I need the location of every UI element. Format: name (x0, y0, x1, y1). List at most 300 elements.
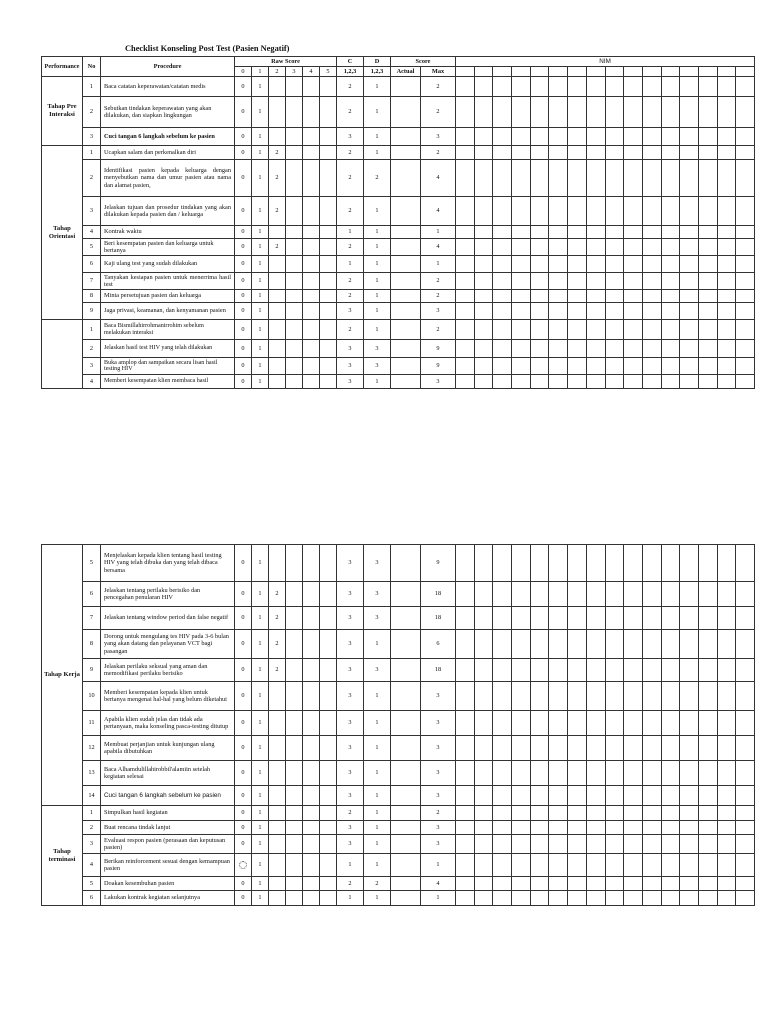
nim-cell (642, 607, 661, 630)
nim-cell (698, 320, 717, 340)
c-value: 3 (337, 375, 364, 389)
actual-score (391, 761, 421, 786)
nim-cell (530, 630, 549, 659)
actual-score (391, 303, 421, 320)
nim-cell (549, 545, 568, 582)
nim-cell (698, 682, 717, 711)
nim-cell (512, 877, 531, 891)
row-number: 13 (83, 761, 101, 786)
row-number: 3 (83, 358, 101, 375)
raw-score-3 (286, 761, 303, 786)
nim-cell (624, 736, 643, 761)
d-value: 1 (364, 77, 391, 97)
nim-cell (456, 239, 475, 256)
nim-cell (661, 375, 680, 389)
nim-cell (624, 821, 643, 835)
nim-cell (661, 806, 680, 821)
nim-cell (605, 682, 624, 711)
nim-cell (624, 273, 643, 290)
nim-cell (530, 303, 549, 320)
nim-cell (736, 786, 755, 806)
raw-score-5 (320, 659, 337, 682)
nim-cell (493, 273, 512, 290)
raw-score-5 (320, 197, 337, 226)
max-score: 18 (421, 582, 456, 607)
raw-score-2 (269, 736, 286, 761)
nim-cell (456, 854, 475, 877)
nim-cell (661, 160, 680, 197)
max-score: 1 (421, 891, 456, 906)
c-value: 2 (337, 239, 364, 256)
nim-cell (586, 375, 605, 389)
nim-cell (493, 97, 512, 128)
nim-cell (512, 197, 531, 226)
nim-cell (736, 197, 755, 226)
nim-cell (474, 682, 493, 711)
procedure-text: Jelaskan tujuan dan prosedur tindakan yang akan dilakukan kepada pasien dan / keluarga (101, 197, 235, 226)
nim-cell (512, 736, 531, 761)
nim-cell (736, 226, 755, 239)
row-number: 4 (83, 854, 101, 877)
nim-cell (605, 582, 624, 607)
nim-cell (549, 303, 568, 320)
max-score: 2 (421, 320, 456, 340)
max-score: 3 (421, 303, 456, 320)
c-value: 3 (337, 303, 364, 320)
procedure-text: Kontrak waktu (101, 226, 235, 239)
raw-score-3 (286, 128, 303, 146)
nim-cell (493, 256, 512, 273)
nim-cell (456, 197, 475, 226)
nim-cell (642, 877, 661, 891)
d-value: 1 (364, 197, 391, 226)
raw-score-0: 0 (235, 736, 252, 761)
raw-score-1: 1 (252, 877, 269, 891)
nim-cell (568, 607, 587, 630)
nim-cell (493, 854, 512, 877)
nim-cell (661, 891, 680, 906)
c-value: 1 (337, 256, 364, 273)
actual-score (391, 877, 421, 891)
raw-score-0: 0 (235, 290, 252, 303)
actual-score (391, 128, 421, 146)
nim-cell (530, 682, 549, 711)
raw-score-4 (303, 358, 320, 375)
nim-cell (474, 630, 493, 659)
nim-cell (474, 835, 493, 854)
phase-cell (42, 320, 83, 389)
max-score: 6 (421, 630, 456, 659)
max-score: 2 (421, 273, 456, 290)
raw-score-0: 0 (235, 128, 252, 146)
c-value: 1 (337, 226, 364, 239)
raw-score-1: 1 (252, 273, 269, 290)
nim-cell (493, 711, 512, 736)
nim-cell (698, 806, 717, 821)
raw-score-3 (286, 806, 303, 821)
raw-score-5 (320, 273, 337, 290)
nim-cell (642, 340, 661, 358)
nim-cell (456, 877, 475, 891)
nim-cell (456, 128, 475, 146)
nim-cell (493, 736, 512, 761)
nim-cell (512, 146, 531, 160)
table-row (42, 197, 755, 226)
nim-cell (474, 128, 493, 146)
nim-cell (512, 711, 531, 736)
d-value: 2 (364, 877, 391, 891)
raw-score-3 (286, 711, 303, 736)
nim-cell (493, 582, 512, 607)
nim-cell (624, 607, 643, 630)
nim-cell (698, 340, 717, 358)
nim-cell (512, 659, 531, 682)
no-header: No (83, 57, 101, 77)
nim-cell (549, 659, 568, 682)
procedure-text: Cuci tangan 6 langkah sebelum ke pasien (101, 128, 235, 146)
max-score: 3 (421, 821, 456, 835)
procedure-text: Buka amplop dan sampaikan secara lisan hasil testing HIV (101, 358, 235, 375)
nim-cell (698, 97, 717, 128)
procedure-text: Apabila klien sudah jelas dan tidak ada pertanyaan, maka konseling pasca-testing ditutup (101, 711, 235, 736)
max-score: 3 (421, 128, 456, 146)
nim-cell (717, 821, 736, 835)
nim-cell (568, 545, 587, 582)
actual-score (391, 340, 421, 358)
procedure-text: Baca Bismillahirrohmanirrohim sebelum melakukan interaksi (101, 320, 235, 340)
actual-score (391, 358, 421, 375)
nim-cell (605, 256, 624, 273)
raw-score-3 (286, 607, 303, 630)
actual-score (391, 545, 421, 582)
nim-cell (568, 711, 587, 736)
nim-cell (530, 128, 549, 146)
raw-score-3 (286, 239, 303, 256)
nim-cell (493, 77, 512, 97)
raw-score-5 (320, 607, 337, 630)
nim-cell (624, 290, 643, 303)
nim-cell (549, 273, 568, 290)
max-score: 3 (421, 682, 456, 711)
d-value: 1 (364, 256, 391, 273)
nim-cell (698, 630, 717, 659)
table-row (42, 682, 755, 711)
table-row (42, 77, 755, 97)
nim-cell (624, 160, 643, 197)
nim-cell (736, 659, 755, 682)
nim-cell (661, 711, 680, 736)
nim-cell (549, 77, 568, 97)
nim-cell (549, 821, 568, 835)
d-value: 2 (364, 160, 391, 197)
nim-cell (736, 711, 755, 736)
nim-cell (736, 835, 755, 854)
d-value: 1 (364, 303, 391, 320)
nim-cell (605, 711, 624, 736)
c-value: 2 (337, 146, 364, 160)
c-value: 2 (337, 320, 364, 340)
nim-cell (624, 786, 643, 806)
actual-score (391, 659, 421, 682)
table-row (42, 128, 755, 146)
nim-cell (605, 77, 624, 97)
actual-score (391, 711, 421, 736)
raw-score-5 (320, 877, 337, 891)
nim-cell (717, 835, 736, 854)
procedure-text: Baca catatan keperawatan/catatan medis (101, 77, 235, 97)
nim-cell (624, 303, 643, 320)
nim-cell (530, 582, 549, 607)
nim-cell (474, 273, 493, 290)
table-row (42, 160, 755, 197)
nim-cell (717, 806, 736, 821)
nim-cell (736, 736, 755, 761)
nim-cell (736, 582, 755, 607)
nim-cell (493, 786, 512, 806)
nim-cell (512, 160, 531, 197)
nim-cell (717, 77, 736, 97)
table-row (42, 239, 755, 256)
d-value: 1 (364, 146, 391, 160)
raw-score-1: 1 (252, 891, 269, 906)
actual-header: Actual (391, 67, 421, 77)
raw-score-0: 0 (235, 786, 252, 806)
procedure-text: Doakan kesembuhan pasien (101, 877, 235, 891)
d-value: 3 (364, 545, 391, 582)
nim-cell (512, 67, 531, 77)
nim-cell (474, 67, 493, 77)
nim-cell (530, 659, 549, 682)
phase-cell: Tahap Pre Interaksi (42, 77, 83, 146)
nim-cell (698, 877, 717, 891)
d-value: 1 (364, 239, 391, 256)
raw-score-5 (320, 821, 337, 835)
raw-score-col-2: 2 (269, 67, 286, 77)
nim-cell (530, 736, 549, 761)
nim-cell (549, 358, 568, 375)
nim-cell (624, 226, 643, 239)
max-score: 18 (421, 607, 456, 630)
max-score: 3 (421, 711, 456, 736)
page-title: Checklist Konseling Post Test (Pasien Negatif) (125, 44, 290, 53)
nim-cell (493, 806, 512, 821)
nim-cell (642, 375, 661, 389)
nim-cell (717, 607, 736, 630)
nim-cell (530, 877, 549, 891)
nim-cell (698, 303, 717, 320)
nim-cell (661, 358, 680, 375)
nim-cell (698, 761, 717, 786)
raw-score-3 (286, 226, 303, 239)
nim-cell (680, 256, 699, 273)
raw-score-3 (286, 786, 303, 806)
nim-cell (736, 97, 755, 128)
row-number: 2 (83, 160, 101, 197)
nim-cell (512, 582, 531, 607)
nim-cell (549, 630, 568, 659)
nim-cell (530, 256, 549, 273)
raw-score-1: 1 (252, 545, 269, 582)
nim-cell (549, 877, 568, 891)
nim-cell (568, 786, 587, 806)
nim-cell (586, 659, 605, 682)
nim-cell (568, 303, 587, 320)
nim-cell (624, 630, 643, 659)
raw-score-2: 2 (269, 607, 286, 630)
raw-score-2: 2 (269, 146, 286, 160)
procedure-text: Tanyakan kesiapan pasien untuk menerrima hasil test (101, 273, 235, 290)
row-number: 9 (83, 659, 101, 682)
procedure-text: Jaga privasi, keamanan, dan kenyamanan pasien (101, 303, 235, 320)
nim-cell (680, 582, 699, 607)
nim-cell (493, 821, 512, 835)
actual-score (391, 854, 421, 877)
nim-cell (624, 545, 643, 582)
row-number: 4 (83, 375, 101, 389)
nim-cell (474, 711, 493, 736)
nim-cell (624, 806, 643, 821)
nim-cell (717, 786, 736, 806)
actual-score (391, 375, 421, 389)
nim-cell (493, 761, 512, 786)
raw-score-4 (303, 659, 320, 682)
nim-cell (549, 736, 568, 761)
nim-cell (474, 197, 493, 226)
nim-cell (586, 854, 605, 877)
procedure-text: Sebutkan tindakan keperawatan yang akan dilakukan, dan siapkan lingkungan (101, 97, 235, 128)
nim-cell (549, 197, 568, 226)
nim-cell (549, 146, 568, 160)
raw-score-2 (269, 545, 286, 582)
raw-score-3 (286, 303, 303, 320)
max-score: 9 (421, 358, 456, 375)
nim-cell (549, 761, 568, 786)
row-number: 3 (83, 835, 101, 854)
max-header: Max (421, 67, 456, 77)
raw-score-1: 1 (252, 160, 269, 197)
row-number: 9 (83, 303, 101, 320)
nim-cell (736, 256, 755, 273)
nim-cell (661, 303, 680, 320)
nim-cell (474, 877, 493, 891)
raw-score-col-3: 3 (286, 67, 303, 77)
nim-cell (680, 67, 699, 77)
nim-cell (568, 97, 587, 128)
nim-cell (568, 835, 587, 854)
nim-cell (493, 320, 512, 340)
nim-cell (680, 340, 699, 358)
nim-cell (568, 821, 587, 835)
nim-cell (586, 761, 605, 786)
raw-score-5 (320, 303, 337, 320)
c-value: 2 (337, 97, 364, 128)
raw-score-2 (269, 375, 286, 389)
raw-score-4 (303, 239, 320, 256)
nim-cell (661, 256, 680, 273)
nim-cell (568, 160, 587, 197)
nim-cell (717, 303, 736, 320)
d-value: 3 (364, 340, 391, 358)
nim-cell (680, 821, 699, 835)
raw-score-3 (286, 160, 303, 197)
raw-score-1: 1 (252, 835, 269, 854)
max-score: 2 (421, 146, 456, 160)
nim-cell (456, 821, 475, 835)
nim-cell (586, 146, 605, 160)
nim-cell (456, 659, 475, 682)
nim-cell (456, 545, 475, 582)
max-score: 3 (421, 375, 456, 389)
raw-score-1: 1 (252, 340, 269, 358)
nim-cell (717, 582, 736, 607)
nim-cell (493, 128, 512, 146)
raw-score-3 (286, 358, 303, 375)
raw-score-col-4: 4 (303, 67, 320, 77)
table-row (42, 375, 755, 389)
row-number: 2 (83, 340, 101, 358)
nim-cell (680, 273, 699, 290)
raw-score-0: 0 (235, 226, 252, 239)
raw-score-2 (269, 682, 286, 711)
nim-cell (530, 806, 549, 821)
nim-cell (568, 197, 587, 226)
raw-score-1: 1 (252, 821, 269, 835)
nim-cell (642, 197, 661, 226)
raw-score-3 (286, 273, 303, 290)
nim-cell (530, 835, 549, 854)
raw-score-3 (286, 877, 303, 891)
nim-cell (474, 891, 493, 906)
raw-score-2: 2 (269, 160, 286, 197)
nim-cell (512, 340, 531, 358)
raw-score-4 (303, 303, 320, 320)
c-value: 3 (337, 736, 364, 761)
procedure-text: Jelaskan perilaku seksual yang aman dan memodifikasi perilaku berisiko (101, 659, 235, 682)
row-number: 11 (83, 711, 101, 736)
nim-cell (493, 290, 512, 303)
nim-cell (568, 290, 587, 303)
d-value: 3 (364, 582, 391, 607)
nim-cell (642, 711, 661, 736)
raw-score-5 (320, 239, 337, 256)
nim-cell (698, 77, 717, 97)
nim-cell (493, 682, 512, 711)
nim-cell (624, 682, 643, 711)
raw-score-5 (320, 97, 337, 128)
nim-cell (586, 806, 605, 821)
nim-cell (512, 358, 531, 375)
raw-score-0: 0 (235, 607, 252, 630)
raw-score-2 (269, 340, 286, 358)
nim-cell (736, 891, 755, 906)
d-value: 1 (364, 891, 391, 906)
nim-cell (568, 320, 587, 340)
raw-score-4 (303, 877, 320, 891)
raw-score-0: 0 (235, 891, 252, 906)
c-value: 1 (337, 854, 364, 877)
table-row (42, 659, 755, 682)
nim-cell (736, 682, 755, 711)
nim-cell (680, 877, 699, 891)
nim-cell (474, 854, 493, 877)
raw-score-2 (269, 226, 286, 239)
nim-cell (530, 711, 549, 736)
nim-cell (642, 256, 661, 273)
raw-score-5 (320, 290, 337, 303)
raw-score-1: 1 (252, 582, 269, 607)
actual-score (391, 97, 421, 128)
row-number: 1 (83, 77, 101, 97)
